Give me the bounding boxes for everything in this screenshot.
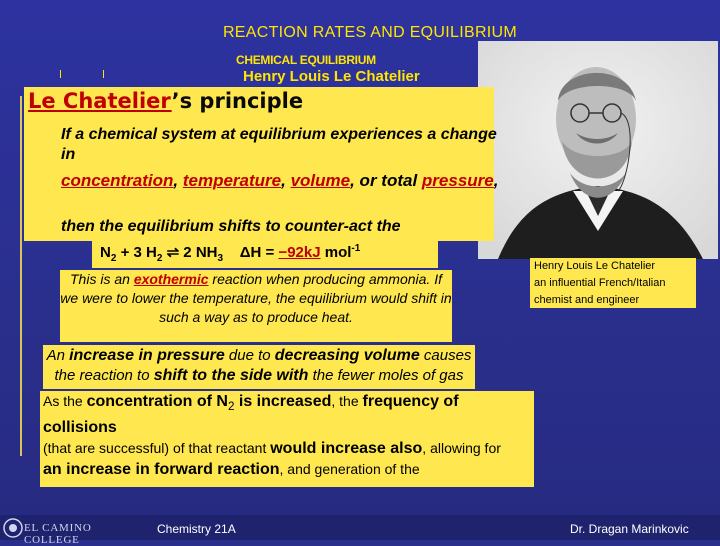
conc-sub: 2	[227, 399, 235, 413]
pres-b3: shift to the side with	[153, 367, 309, 384]
conc-b4: would increase also	[270, 439, 423, 457]
exo-post: reaction when producing ammonia. If we were to lower the temperature, the equilibrium would shift in such a way as to produce heat.	[60, 271, 452, 325]
conc-pre: As the	[43, 393, 87, 409]
concentration-box	[40, 391, 534, 487]
principle-line-1: If a chemical system at equilibrium experiences a change in	[61, 126, 497, 163]
pres-pre: An	[46, 347, 70, 364]
conc-b5: an increase in forward reaction	[43, 460, 280, 478]
equation-box	[92, 241, 438, 268]
conc-b1: concentration of N	[86, 393, 228, 410]
eq-mol-sup: -1	[351, 243, 361, 254]
eq-nh-sub: 3	[217, 253, 224, 264]
principle-heading-rest: ’s principle	[171, 89, 304, 113]
slide-title: REACTION RATES AND EQUILIBRIUM	[222, 24, 518, 41]
pres-b2: decreasing volume	[274, 347, 420, 364]
decorative-tick	[103, 70, 104, 78]
exo-pre: This is an	[70, 271, 134, 287]
photo-caption	[530, 258, 696, 308]
factor-temperature: temperature	[182, 171, 282, 190]
pres-post: the fewer moles of gas	[308, 367, 464, 384]
eq-dh: ΔH =	[239, 244, 279, 261]
factor-or-total: , or total	[350, 171, 418, 190]
course-label: Chemistry 21A	[157, 522, 236, 536]
college-logo	[0, 517, 145, 546]
conc-line2: (that are successful) of that reactant	[43, 439, 271, 456]
pres-mid: due to	[224, 347, 275, 364]
pres-b1: increase in pressure	[69, 347, 225, 364]
factor-pressure: pressure	[421, 171, 494, 190]
eq-n: N	[100, 244, 111, 261]
principle-box	[24, 87, 499, 241]
eq-n-sub: 2	[110, 253, 117, 264]
principle-factors	[61, 169, 501, 192]
conc-line2b: , allowing for	[422, 439, 501, 456]
decorative-tick	[60, 70, 61, 78]
pres-mid2: causes the reaction to	[54, 347, 472, 384]
conc-mid: , the	[331, 393, 363, 409]
factor-separator: ,	[281, 171, 291, 190]
factor-comma: ,	[493, 171, 499, 190]
conc-b3: frequency of collisions	[43, 393, 459, 436]
name-header: Henry Louis Le Chatelier	[243, 68, 420, 85]
decorative-rule	[20, 96, 22, 456]
factor-concentration: concentration	[61, 171, 174, 190]
principle-heading	[28, 89, 303, 113]
exothermic-link[interactable]: exothermic	[133, 271, 209, 287]
eq-h-sub: 2	[156, 253, 163, 264]
exothermic-text	[60, 270, 452, 327]
college-name: EL CAMINO COLLEGE	[24, 522, 92, 546]
eq-dh-value: −92kJ	[278, 244, 321, 261]
author-label: Dr. Dragan Marinkovic	[570, 522, 689, 536]
eq-h: + 3 H	[116, 244, 157, 261]
slide-subtitle: CHEMICAL EQUILIBRIUM	[236, 53, 376, 67]
haber-equation	[100, 243, 360, 264]
eq-mol: mol	[320, 244, 352, 261]
eq-arrow-nh: ⇌ 2 NH	[162, 244, 218, 261]
le-chatelier-link[interactable]: Le Chatelier	[28, 89, 172, 113]
caption-line-3: chemist and engineer	[534, 294, 640, 306]
portrait-photo	[478, 41, 718, 259]
caption-line-2: an influential French/Italian	[534, 277, 666, 289]
pressure-text	[43, 346, 475, 386]
conc-post: , and generation of the	[279, 460, 420, 477]
college-seal-icon	[2, 517, 24, 539]
principle-line-3: then the equilibrium shifts to counter-act the	[61, 218, 401, 235]
exothermic-box	[60, 270, 452, 342]
concentration-text	[43, 391, 533, 480]
factor-separator: ,	[173, 171, 183, 190]
conc-b2: is increased	[234, 393, 332, 410]
caption-line-1: Henry Louis Le Chatelier	[534, 260, 656, 272]
pressure-box	[43, 345, 475, 389]
factor-volume: volume	[290, 171, 351, 190]
portrait-illustration	[478, 41, 718, 259]
